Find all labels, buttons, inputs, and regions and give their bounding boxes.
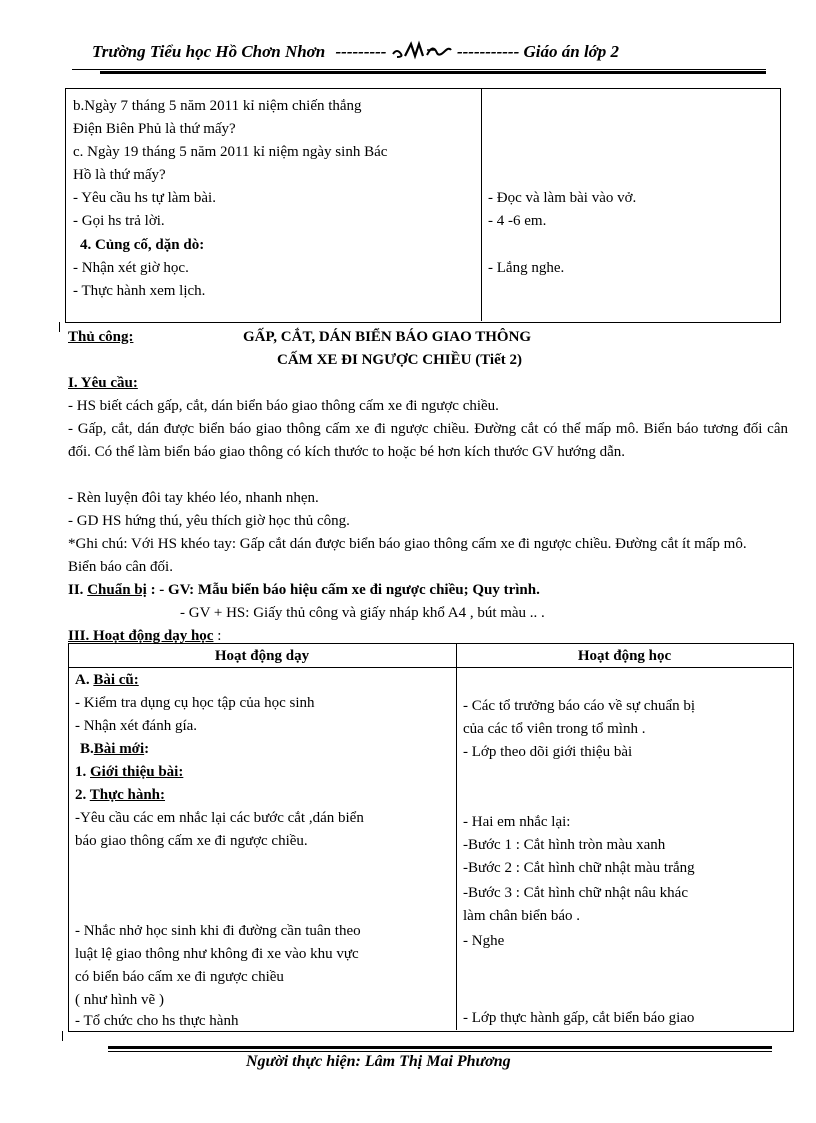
- intro-heading: 1. Giới thiệu bài:: [75, 764, 184, 780]
- requirement-4: - GD HS hứng thú, yêu thích giờ học thủ công.: [68, 513, 350, 529]
- preparation-line1: II. Chuẩn bị : - GV: Mẫu biển báo hiệu cấm xe đi ngược chiều; Quy trình.: [68, 582, 540, 598]
- top-right-line: - 4 -6 em.: [488, 213, 547, 229]
- footer-rule-thin: [108, 1051, 772, 1052]
- teach-line: - Kiểm tra dụng cụ học tập của học sinh: [75, 695, 315, 711]
- consolidation-heading: 4. Củng cố, dặn dò:: [80, 237, 205, 253]
- preparation-line2: - GV + HS: Giấy thủ công và giấy nháp khổ A4 , bút màu .. .: [180, 605, 545, 621]
- grade-label: Giáo án lớp 2: [523, 42, 620, 61]
- teach-line: - Nhận xét đánh gía.: [75, 718, 198, 734]
- teach-line: - Tổ chức cho hs thực hành: [75, 1013, 239, 1029]
- top-table-divider: [481, 88, 482, 321]
- teach-line: luật lệ giao thông như không đi xe vào khu vực: [75, 946, 359, 962]
- top-left-line: - Gọi hs trả lời.: [73, 213, 165, 229]
- signature-logo-icon: [391, 40, 453, 60]
- teach-line: báo giao thông cấm xe đi ngược chiều.: [75, 833, 308, 849]
- activities-heading: III. Hoạt động dạy học :: [68, 628, 222, 644]
- school-name: Trường Tiểu học Hồ Chơn Nhơn: [92, 42, 326, 61]
- subject-label: Thủ công:: [68, 329, 134, 345]
- learn-line: -Bước 3 : Cắt hình chữ nhật nâu khác: [463, 885, 688, 901]
- learn-line: - Lớp thực hành gấp, cắt biển báo giao: [463, 1010, 695, 1026]
- footer-rule-thick: [108, 1046, 772, 1049]
- learn-line: - Các tổ trưởng báo cáo về sự chuẩn bị: [463, 698, 696, 714]
- learn-line: của các tổ viên trong tổ mình .: [463, 721, 646, 737]
- page-header: Trường Tiểu học Hồ Chơn Nhơn --------- ----------- Giáo án lớp 2: [92, 42, 620, 61]
- top-left-line: - Nhận xét giờ học.: [73, 260, 189, 276]
- teach-line: - Nhắc nhở học sinh khi đi đường cần tuân theo: [75, 923, 361, 939]
- preparation-heading: Chuẩn bị: [87, 582, 147, 598]
- learn-line: -Bước 2 : Cắt hình chữ nhật màu trắng: [463, 860, 695, 876]
- top-left-line: c. Ngày 19 tháng 5 năm 2011 kỉ niệm ngày sinh Bác: [73, 144, 388, 160]
- practice-heading: 2. Thực hành:: [75, 787, 166, 803]
- activities-table-divider: [456, 643, 457, 1030]
- teach-line: -Yêu cầu các em nhắc lại các bước cắt ,dán biển: [75, 810, 364, 826]
- footer-author: Người thực hiện: Lâm Thị Mai Phương: [246, 1053, 511, 1070]
- col-header-teaching: Hoạt động dạy: [214, 648, 310, 664]
- top-left-line: - Yêu cầu hs tự làm bài.: [73, 190, 216, 206]
- requirement-2: - Gấp, cắt, dán được biển báo giao thông cấm xe đi ngược chiều. Đường cắt có thể mấp mô. Biển báo tương đối cân đối. Có thể làm biển báo giao thông có kích thước to hoặc bé hơn kích thước GV hướng dẫn.: [68, 421, 788, 460]
- teach-line: ( như hình vẽ ): [75, 992, 164, 1008]
- top-left-line: b.Ngày 7 tháng 5 năm 2011 kỉ niệm chiến thắng: [73, 98, 362, 114]
- header-rule-thin: [72, 69, 766, 70]
- teach-line: có biển báo cấm xe đi ngược chiều: [75, 969, 284, 985]
- learn-line: làm chân biển báo .: [463, 908, 581, 924]
- lesson-title-line1: GẤP, CẮT, DÁN BIỂN BÁO GIAO THÔNG: [243, 329, 532, 345]
- learn-line: - Nghe: [463, 933, 505, 949]
- requirement-3: - Rèn luyện đôi tay khéo léo, nhanh nhẹn.: [68, 490, 319, 506]
- top-right-line: - Đọc và làm bài vào vở.: [488, 190, 637, 206]
- col-header-learning: Hoạt động học: [577, 648, 672, 664]
- lesson-title-line2: CẤM XE ĐI NGƯỢC CHIỀU (Tiết 2): [277, 352, 522, 368]
- note: *Ghi chú: Với HS khéo tay: Gấp cắt dán được biển báo giao thông cấm xe đi ngược chiều. Đường cắt ít mấp mô. Biển báo cân đối.: [68, 536, 747, 575]
- requirement-1: - HS biết cách gấp, cắt, dán biển báo giao thông cấm xe đi ngược chiều.: [68, 398, 499, 414]
- top-left-line: Điện Biên Phủ là thứ mấy?: [73, 121, 236, 137]
- top-left-line: - Thực hành xem lịch.: [73, 283, 206, 299]
- new-lesson-heading: B.Bài mới:: [80, 741, 150, 757]
- requirements-heading: I. Yêu cầu:: [68, 375, 138, 391]
- learn-line: - Lớp theo dõi giới thiệu bài: [463, 744, 633, 760]
- top-right-line: - Lắng nghe.: [488, 260, 565, 276]
- header-rule-thick: [100, 71, 766, 74]
- learn-line: -Bước 1 : Cắt hình tròn màu xanh: [463, 837, 666, 853]
- top-left-line: Hồ là thứ mấy?: [73, 167, 166, 183]
- learn-line: - Hai em nhắc lại:: [463, 814, 571, 830]
- old-lesson-heading: A. Bài cũ:: [75, 672, 139, 688]
